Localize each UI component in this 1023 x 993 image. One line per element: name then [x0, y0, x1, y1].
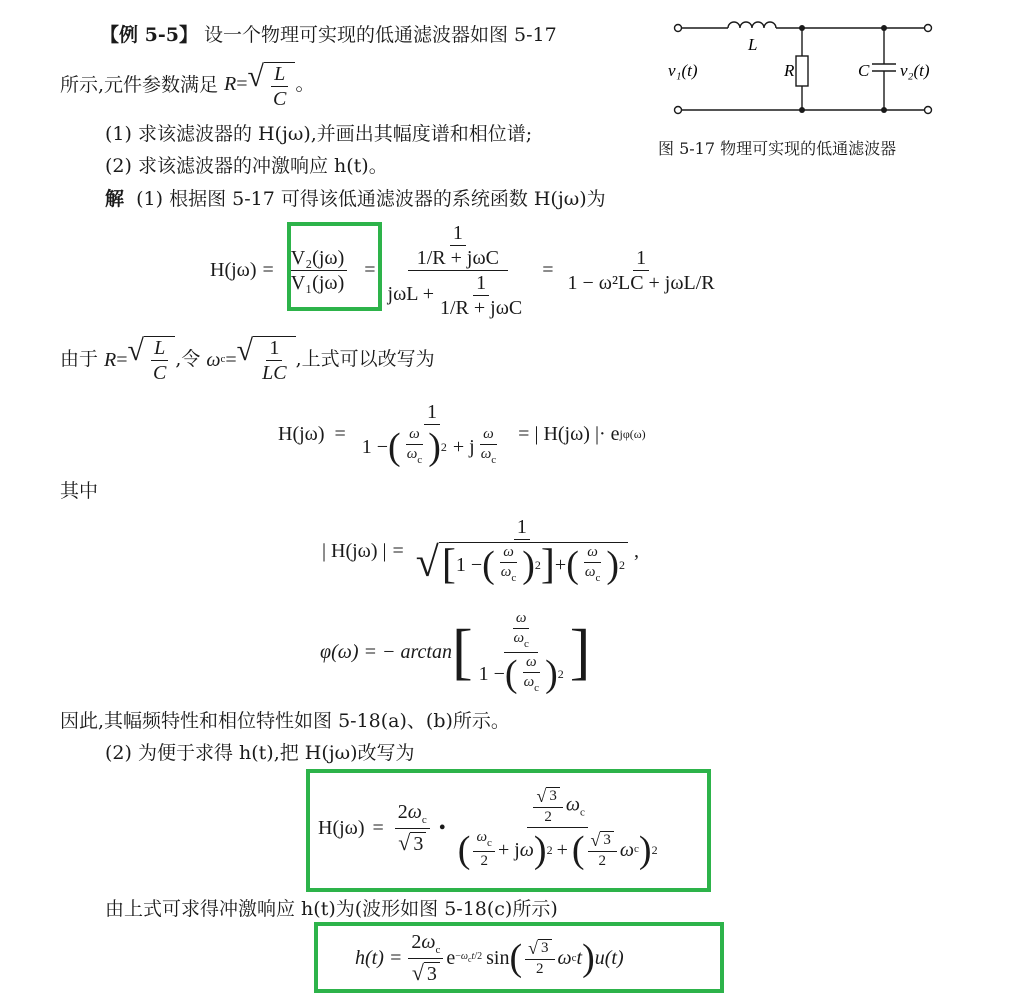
R-condition: R= √ $\frac{L}{C}$ 。 — [224, 60, 316, 110]
impulse-text: 由上式可求得冲激响应 h(t)为(波形如图 5-18(c)所示) — [105, 898, 558, 920]
solution-head: 解 — [105, 188, 125, 210]
rhs-fraction: $\frac{1}{\text{1 − ω²LC + jωL/R}}$ — [567, 246, 715, 294]
equation-phase: φ(ω) = − arctan [ $\frac{\omega}{\omega_c}$ 1 − ( $\frac{\omega}{\omega_c}$ ) 2 ] — [320, 609, 591, 695]
label-v1: v₁(t) — [668, 61, 698, 80]
R-sqrt: R = √ $\frac{L}{C}$ — [104, 336, 175, 383]
solution-text: (1) 根据图 5-17 可得该低通滤波器的系统函数 H(jω)为 — [136, 188, 606, 210]
solution-line1 — [105, 190, 606, 209]
since-line — [60, 336, 435, 383]
resistor-icon — [796, 56, 808, 86]
therefore-line: 因此,其幅频特性和相位特性如图 5-18(a)、(b)所示。 — [60, 710, 510, 732]
equation-H-normalized: H(jω) = 1 1 − ( $\frac{\omega}{\omega_c}$ ) 2 + j $\frac{\omega}{\omega_c}$ = | H(jω) |· e jφ(ω) — [278, 401, 646, 468]
equation-H-system: H(jω) = $\frac{\text{V₂(jω)}}{\text{V₁(jω)}}$ = $\frac{1}{\text{1/R + jωC}}$ jωL + $\frac{1}{\text{1/R + jωC}}$ = $\frac{1}{\text{1 − ω²LC + jωL/R}}$ — [210, 224, 721, 316]
equation-magnitude: | H(jω) | = 1 √ [ 1 − ( $\frac{\omega}{\omega_c}$ ) 2 ] + ( $\frac{\omega}{\omega_c}$ ) 2 , — [322, 515, 639, 588]
capacitor-icon — [872, 64, 896, 71]
since-mid: ,令 — [175, 348, 201, 370]
question-2: (2) 求该滤波器的冲激响应 h(t)。 — [105, 155, 388, 177]
label-C: C — [858, 61, 870, 80]
equation-impulse-response: h(t) = $2\omega_c$ √ 3 e $-\omega_ct/2$ sin ( √ 3 2 ω c t ) u(t) — [355, 931, 624, 985]
V-ratio: $\frac{\text{V₂(jω)}}{\text{V₁(jω)}}$ — [288, 248, 347, 293]
label-v2: v₂(t) — [900, 61, 930, 80]
example-intro-line2 — [60, 62, 315, 109]
compound-fraction: $\frac{1}{\text{1/R + jωC}}$ jωL + $\frac{1}{\text{1/R + jωC}}$ — [387, 221, 523, 319]
inductor-icon — [728, 22, 776, 28]
figure-caption: 图 5-17 物理可实现的低通滤波器 — [658, 139, 897, 158]
equation-H-rewritten: H(jω) = $2\omega_c$ √ 3 • √ 3 2 $\omega_c$ ( $\frac{\omega_c}{2}$ + j ω ) 2 + ( √ 3 2 ω c ) 2 — [318, 786, 658, 871]
part2-line: (2) 为便于求得 h(t),把 H(jω)改写为 — [105, 742, 415, 764]
highlight-box-2 — [306, 769, 711, 892]
highlight-box-3 — [314, 922, 724, 993]
wc-def: ω c = √ $\frac{1}{LC}$ — [206, 336, 295, 383]
label-L: L — [748, 35, 758, 54]
terminal-in-top — [675, 25, 682, 32]
terminal-out-top — [925, 25, 932, 32]
where-label: 其中 — [60, 480, 99, 502]
question-1: (1) 求该滤波器的 H(jω),并画出其幅度谱和相位谱; — [105, 123, 533, 145]
sqrt-L-over-C: √ $\frac{L}{C}$ — [248, 62, 296, 109]
circuit-diagram — [660, 16, 950, 126]
highlight-box-1 — [287, 222, 382, 311]
since-suffix: ,上式可以改写为 — [295, 348, 435, 370]
H-label: H(jω) — [210, 259, 257, 281]
example-intro: 设一个物理可实现的低通滤波器如图 5-17 — [204, 24, 557, 46]
terminal-out-bottom — [925, 107, 932, 114]
terminal-in-bottom — [675, 107, 682, 114]
example-intro-line1 — [100, 26, 557, 45]
intro-prefix: 所示,元件参数满足 — [60, 74, 219, 96]
since-prefix: 由于 — [60, 348, 99, 370]
example-tag: 【例 5-5】 — [100, 24, 198, 46]
label-R: R — [784, 61, 795, 80]
